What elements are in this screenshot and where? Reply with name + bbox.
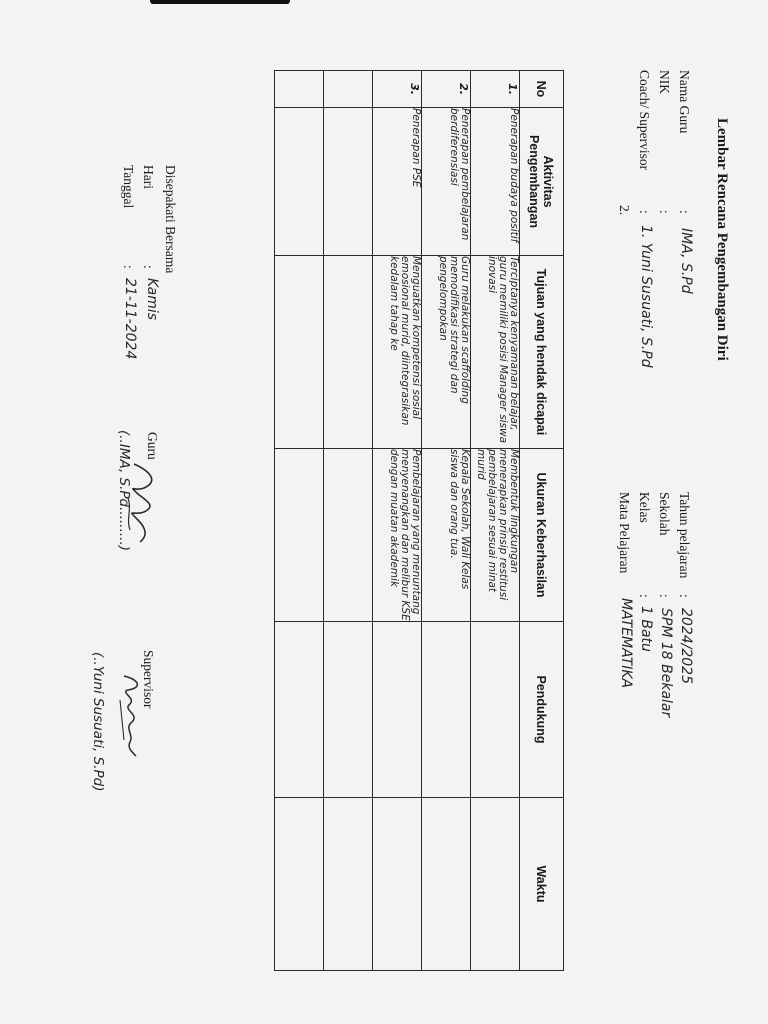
guru-label: Guru <box>145 432 160 460</box>
cell-aktivitas <box>324 108 373 256</box>
header-aktivitas: Aktivitas Pengembangan <box>520 108 564 256</box>
table-row <box>373 71 422 971</box>
table-row <box>471 71 520 971</box>
cell-pendukung <box>471 622 520 798</box>
cell-pendukung <box>275 622 324 798</box>
header-tujuan: Tujuan yang hendak dicapai <box>520 256 564 449</box>
cell-ukuran: Kepala Sekolah, Wali Kelas siswa dan orang tua. <box>422 449 471 622</box>
development-plan-table <box>274 70 564 971</box>
cell-tujuan <box>275 256 324 449</box>
tanggal-sep: : <box>121 265 136 269</box>
agreed-label: Disepakati Bersama <box>163 165 178 274</box>
label-nama-guru: Nama Guru <box>677 70 692 134</box>
label-mata-pelajaran: Mata Pelajaran <box>617 492 632 574</box>
guru-name: (..IMA, S.Pd.........) <box>116 430 132 552</box>
value-mata-pelajaran: MATEMATIKA <box>618 598 634 689</box>
cell-waktu <box>373 798 422 971</box>
value-kelas: 1 Batu <box>638 606 654 652</box>
cell-aktivitas: Penerapan PSE <box>373 108 422 256</box>
cell-aktivitas: Penerapan budaya positif <box>471 108 520 256</box>
sep-nama-guru: : <box>677 210 692 214</box>
cell-no: 2. <box>422 71 471 108</box>
cell-ukuran <box>275 449 324 622</box>
cell-aktivitas <box>275 108 324 256</box>
label-coach-supervisor: Coach/ Supervisor <box>637 70 652 171</box>
label-sekolah: Sekolah <box>657 492 672 536</box>
value-nama-guru: IMA, S.Pd <box>678 228 694 294</box>
hari-sep: : <box>141 265 156 269</box>
header-no: No <box>520 71 564 108</box>
cell-tujuan: Terciptanya kenyamanan belajar, guru memiliki posisi Manager siswa inovasi <box>471 256 520 449</box>
value-sekolah: SPM 18 Bekalar <box>658 608 674 718</box>
cell-no <box>324 71 373 108</box>
hari-label: Hari <box>141 165 156 189</box>
cell-no: 1. <box>471 71 520 108</box>
sep-nik: : <box>657 210 672 214</box>
cell-waktu <box>275 798 324 971</box>
label-tahun-pelajaran: Tahun pelajaran <box>677 492 692 579</box>
table-row <box>422 71 471 971</box>
supervisor-2-number: 2. <box>617 205 632 216</box>
cell-aktivitas: Penerapan pembelajaran berdiferensiasi <box>422 108 471 256</box>
header-pendukung: Pendukung <box>520 622 564 798</box>
cell-pendukung <box>422 622 471 798</box>
cell-tujuan: Guru melakukan scaffolding memodifikasi strategi dan pengelompokan <box>422 256 471 449</box>
cell-waktu <box>471 798 520 971</box>
document-title: Lembar Rencana Pengembangan Diri <box>714 118 730 361</box>
supervisor-signature-icon <box>110 670 150 760</box>
cell-no: 3. <box>373 71 422 108</box>
cell-ukuran: Membentuk lingkungan menerapkan prinsip restitusi pembelajaran sesuai minat murid <box>471 449 520 622</box>
sep-coach-supervisor: : <box>637 210 652 214</box>
hari-value: Kamis <box>144 278 160 321</box>
cell-tujuan: Menguatkan kompetensi sosial emosional murid, diintegrasikan kedalam tahap ke <box>373 256 422 449</box>
table-header-row <box>520 71 564 971</box>
header-waktu: Waktu <box>520 798 564 971</box>
value-coach-supervisor: 1. Yuni Susuati, S.Pd <box>638 225 654 368</box>
label-nik: NIK <box>657 70 672 94</box>
cell-waktu <box>324 798 373 971</box>
sep-sekolah: : <box>657 594 672 598</box>
table-row <box>275 71 324 971</box>
cell-pendukung <box>324 622 373 798</box>
cell-no <box>275 71 324 108</box>
value-tahun-pelajaran: 2024/2025 <box>678 608 694 684</box>
cell-ukuran <box>324 449 373 622</box>
table-row <box>324 71 373 971</box>
header-ukuran: Ukuran Keberhasilan <box>520 449 564 622</box>
sep-kelas: : <box>637 594 652 598</box>
supervisor-label: Supervisor <box>141 650 156 709</box>
cell-ukuran: Pembelajaran yang menuntang menyenangkan dan melibur KSE dengan muatan akademik <box>373 449 422 622</box>
sep-tahun-pelajaran: : <box>677 594 692 598</box>
cell-tujuan <box>324 256 373 449</box>
cell-waktu <box>422 798 471 971</box>
label-kelas: Kelas <box>637 492 652 523</box>
tanggal-label: Tanggal <box>121 165 136 209</box>
tanggal-value: 21-11-2024 <box>122 278 138 360</box>
cell-pendukung <box>373 622 422 798</box>
supervisor-name: (..Yuni Susuati, S.Pd) <box>90 652 106 792</box>
